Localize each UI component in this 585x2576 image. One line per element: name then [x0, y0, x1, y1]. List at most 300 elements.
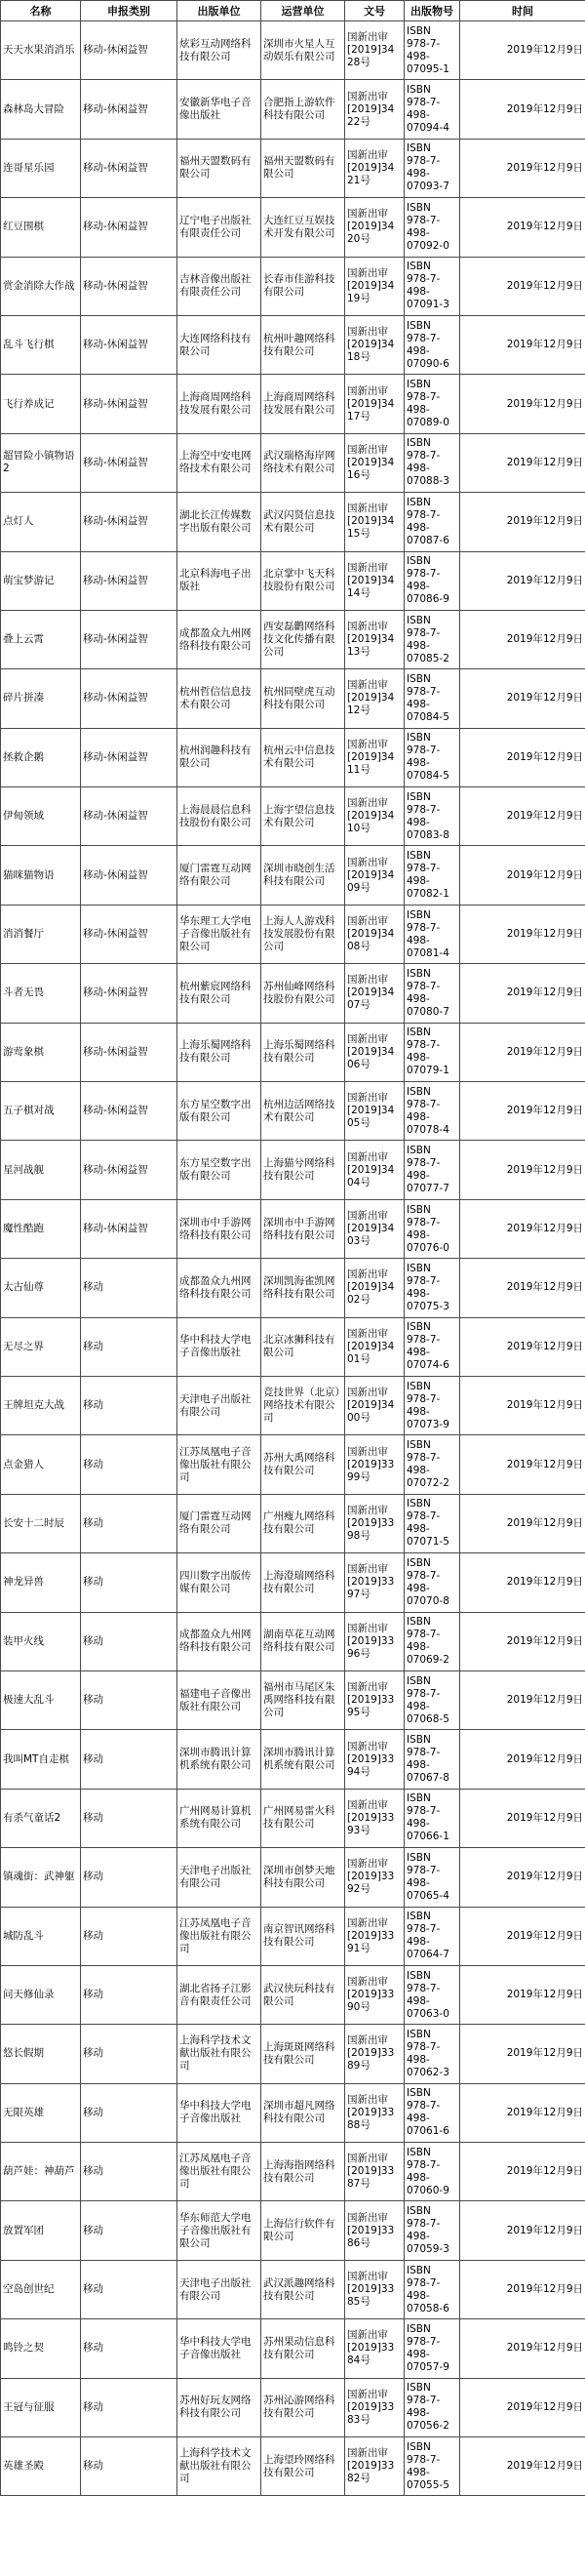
isbn-line: 07091-3 — [407, 299, 449, 311]
doc-number-line: 国新出审 — [347, 208, 388, 221]
isbn-line: 07057-9 — [407, 2360, 449, 2373]
operator-cell: 苏州仙峰网络科技股份有限公司 — [261, 964, 345, 1023]
isbn-line: ISBN — [407, 437, 431, 450]
date-cell: 2019年12月9日 — [460, 1082, 585, 1141]
doc-number-cell — [345, 433, 405, 492]
doc-number-line: 04号 — [347, 1176, 370, 1188]
isbn-line: 07058-6 — [407, 2302, 449, 2314]
doc-number-line: 国新出审 — [347, 443, 388, 456]
category-cell: 移动 — [81, 1376, 177, 1434]
isbn-line: 498- — [407, 168, 430, 181]
isbn-line: 07062-3 — [407, 2066, 449, 2078]
isbn-cell — [405, 1553, 460, 1612]
isbn-line: 978-7- — [407, 1629, 441, 1641]
doc-number-line: [2019]34 — [347, 397, 395, 410]
isbn-line: 978-7- — [407, 1157, 441, 1170]
operator-cell: 武汉侠玩科技有限公司 — [261, 1965, 345, 2024]
doc-number-line: 国新出审 — [347, 974, 388, 986]
isbn-line: 498- — [407, 2053, 430, 2066]
date-cell: 2019年12月9日 — [460, 2378, 585, 2436]
date-cell: 2019年12月9日 — [460, 198, 585, 257]
doc-number-line: 国新出审 — [347, 1976, 388, 1989]
isbn-line: 07069-2 — [407, 1654, 449, 1667]
isbn-line: 978-7- — [407, 1098, 441, 1110]
date-cell: 2019年12月9日 — [460, 2260, 585, 2318]
publisher-cell: 华中科技大学电子音像出版社 — [177, 1317, 261, 1376]
publisher-cell: 深圳市腾讯计算机系统有限公司 — [177, 1730, 261, 1789]
isbn-line: 498- — [407, 816, 430, 828]
doc-number-line: [2019]34 — [347, 1399, 395, 1412]
game-name-cell: 葫芦娃：神葫芦 — [1, 2143, 81, 2201]
category-cell: 移动-休闲益智 — [81, 1023, 177, 1081]
publisher-cell: 大连网络科技有限公司 — [177, 315, 261, 374]
isbn-line: 498- — [407, 2407, 430, 2420]
doc-number-cell — [345, 1435, 405, 1494]
doc-number-line: 13号 — [347, 646, 370, 659]
isbn-line: ISBN — [407, 1851, 431, 1864]
category-cell: 移动-休闲益智 — [81, 787, 177, 846]
isbn-line: ISBN — [407, 2264, 431, 2276]
doc-number-line: 国新出审 — [347, 1327, 388, 1340]
category-cell: 移动-休闲益智 — [81, 1199, 177, 1258]
operator-cell: 北京掌中飞天科技股份有限公司 — [261, 551, 345, 610]
table-row — [1, 2260, 585, 2318]
isbn-line: 07064-7 — [407, 1949, 449, 1961]
isbn-line: 978-7- — [407, 332, 441, 344]
doc-number-line: [2019]34 — [347, 1340, 395, 1352]
date-cell: 2019年12月9日 — [460, 669, 585, 728]
table-row — [1, 139, 585, 197]
doc-number-line: 国新出审 — [347, 856, 388, 868]
operator-cell: 深圳凯海雀凯网络科技有限公司 — [261, 1259, 345, 1317]
isbn-line: 07072-2 — [407, 1477, 449, 1490]
category-cell: 移动-休闲益智 — [81, 198, 177, 257]
publisher-cell: 成都盈众九州网络科技有限公司 — [177, 1612, 261, 1670]
operator-cell: 上海猫兮网络科技有限公司 — [261, 1141, 345, 1199]
publisher-cell: 华东理工大学电子音像出版社有限公司 — [177, 905, 261, 963]
isbn-line: 978-7- — [407, 214, 441, 226]
doc-number-line: [2019]34 — [347, 221, 395, 233]
doc-number-cell — [345, 139, 405, 197]
operator-cell: 深圳市火星人互动娱乐有限公司 — [261, 21, 345, 80]
date-cell: 2019年12月9日 — [460, 787, 585, 846]
doc-number-line: 97号 — [347, 1589, 370, 1601]
game-name-cell: 点灯人 — [1, 493, 81, 551]
table-row — [1, 1848, 585, 1907]
isbn-line: ISBN — [407, 1969, 431, 1982]
category-cell: 移动-休闲益智 — [81, 669, 177, 728]
doc-number-cell — [345, 1494, 405, 1552]
category-cell: 移动 — [81, 1553, 177, 1612]
doc-number-line: [2019]33 — [347, 2224, 395, 2236]
doc-number-line: [2019]33 — [347, 1576, 395, 1589]
doc-number-line: 国新出审 — [347, 2211, 388, 2224]
operator-cell: 深圳市中手游网络科技有限公司 — [261, 1199, 345, 1258]
operator-cell: 苏州果动信息科技有限公司 — [261, 2319, 345, 2378]
isbn-line: 498- — [407, 521, 430, 534]
isbn-line: 07070-8 — [407, 1594, 449, 1607]
category-cell: 移动-休闲益智 — [81, 80, 177, 139]
category-cell: 移动-休闲益智 — [81, 375, 177, 433]
category-cell: 移动 — [81, 2025, 177, 2083]
table-row — [1, 2319, 585, 2378]
isbn-line: 07084-5 — [407, 710, 449, 723]
table-row — [1, 2201, 585, 2260]
date-cell: 2019年12月9日 — [460, 375, 585, 433]
doc-number-line: 85号 — [347, 2296, 370, 2309]
isbn-line: 07061-6 — [407, 2125, 449, 2138]
category-cell: 移动 — [81, 2437, 177, 2496]
operator-cell: 上海商周网络科技发展有限公司 — [261, 375, 345, 433]
doc-number-line: 国新出审 — [347, 90, 388, 102]
isbn-line: 07080-7 — [407, 1005, 449, 1018]
doc-number-line: [2019]34 — [347, 339, 395, 351]
doc-number-line: 国新出审 — [347, 915, 388, 928]
isbn-line: 978-7- — [407, 1274, 441, 1287]
isbn-cell — [405, 1494, 460, 1552]
isbn-line: ISBN — [407, 1498, 431, 1510]
isbn-line: 07063-0 — [407, 2007, 449, 2020]
date-cell: 2019年12月9日 — [460, 1612, 585, 1670]
game-name-cell: 消消餐厅 — [1, 905, 81, 963]
operator-cell: 福州市马尾区朱禹网络科技有限公司 — [261, 1670, 345, 1729]
isbn-line: 498- — [407, 2348, 430, 2360]
isbn-line: 978-7- — [407, 1392, 441, 1405]
isbn-line: 07071-5 — [407, 1536, 449, 1549]
date-cell: 2019年12月9日 — [460, 1199, 585, 1258]
doc-number-line: 96号 — [347, 1647, 370, 1660]
doc-number-line: [2019]34 — [347, 868, 395, 881]
isbn-line: ISBN — [407, 1380, 431, 1392]
doc-number-line: 国新出审 — [347, 2153, 388, 2165]
isbn-line: 498- — [407, 1582, 430, 1594]
isbn-line: 978-7- — [407, 921, 441, 934]
isbn-cell — [405, 1376, 460, 1434]
isbn-line: 498- — [407, 1287, 430, 1300]
table-row — [1, 846, 585, 905]
doc-number-line: [2019]33 — [347, 2342, 395, 2355]
doc-number-line: [2019]33 — [347, 1634, 395, 1647]
doc-number-line: 03号 — [347, 1235, 370, 1247]
isbn-line: 498- — [407, 1700, 430, 1712]
game-name-cell: 连哥星乐园 — [1, 139, 81, 197]
isbn-cell — [405, 1612, 460, 1670]
game-name-cell: 伊甸领域 — [1, 787, 81, 846]
doc-number-line: 国新出审 — [347, 1622, 388, 1634]
isbn-cell — [405, 1259, 460, 1317]
doc-number-line: [2019]34 — [347, 986, 395, 999]
publisher-cell: 湖北省扬子江影音有限责任公司 — [177, 1965, 261, 2024]
isbn-line: 498- — [407, 463, 430, 475]
isbn-line: 498- — [407, 344, 430, 357]
table-row — [1, 375, 585, 433]
publisher-cell: 华中科技大学电子音像出版社 — [177, 2083, 261, 2142]
doc-number-cell — [345, 1965, 405, 2024]
isbn-line: ISBN — [407, 614, 431, 626]
table-row — [1, 1553, 585, 1612]
isbn-line: 498- — [407, 639, 430, 652]
isbn-line: ISBN — [407, 319, 431, 332]
category-cell: 移动-休闲益智 — [81, 1082, 177, 1141]
publisher-cell: 辽宁电子出版社有限责任公司 — [177, 198, 261, 257]
game-name-cell: 斗者无畏 — [1, 964, 81, 1023]
isbn-line: 498- — [407, 934, 430, 946]
doc-number-line: 国新出审 — [347, 1681, 388, 1694]
isbn-line: 978-7- — [407, 2218, 441, 2231]
isbn-line: 498- — [407, 1936, 430, 1949]
isbn-line: 07087-6 — [407, 534, 449, 546]
header-doc-number: 文号 — [345, 1, 405, 21]
date-cell: 2019年12月9日 — [460, 1848, 585, 1907]
doc-number-line: [2019]34 — [347, 633, 395, 646]
date-cell: 2019年12月9日 — [460, 846, 585, 905]
game-name-cell: 无限英雄 — [1, 2083, 81, 2142]
doc-number-line: 06号 — [347, 1058, 370, 1070]
category-cell: 移动 — [81, 1907, 177, 1965]
publisher-cell: 成都盈众九州网络科技有限公司 — [177, 610, 261, 668]
game-name-cell: 赏金消除大作战 — [1, 257, 81, 315]
game-name-cell: 城防乱斗 — [1, 1907, 81, 1965]
isbn-line: 498- — [407, 992, 430, 1005]
isbn-line: 498- — [407, 1994, 430, 2007]
isbn-line: ISBN — [407, 908, 431, 921]
isbn-line: 978-7- — [407, 508, 441, 521]
operator-cell: 武汉闪贤信息技术有限公司 — [261, 493, 345, 551]
table-row — [1, 2378, 585, 2436]
doc-number-line: 国新出审 — [347, 2271, 388, 2283]
publisher-cell: 天津电子出版社有限公司 — [177, 2260, 261, 2318]
isbn-line: 978-7- — [407, 1510, 441, 1523]
doc-number-cell — [345, 1023, 405, 1081]
doc-number-line: [2019]34 — [347, 44, 395, 57]
doc-number-line: [2019]33 — [347, 2165, 395, 2178]
table-row — [1, 80, 585, 139]
operator-cell: 深圳市超凡网络科技有限公司 — [261, 2083, 345, 2142]
game-name-cell: 超冒险小镇物语2 — [1, 433, 81, 492]
isbn-line: 07078-4 — [407, 1123, 449, 1136]
isbn-line: 07066-1 — [407, 1831, 449, 1843]
game-name-cell: 王牌坦克大战 — [1, 1376, 81, 1434]
table-row — [1, 1082, 585, 1141]
doc-number-cell — [345, 257, 405, 315]
isbn-line: ISBN — [407, 496, 431, 508]
game-name-cell: 问天修仙录 — [1, 1965, 81, 2024]
doc-number-line: 11号 — [347, 763, 370, 776]
doc-number-cell — [345, 669, 405, 728]
doc-number-line: 国新出审 — [347, 384, 388, 397]
doc-number-line: 国新出审 — [347, 1563, 388, 1576]
category-cell: 移动 — [81, 1612, 177, 1670]
publisher-cell: 湖北长江传媒数字出版有限公司 — [177, 493, 261, 551]
doc-number-cell — [345, 1907, 405, 1965]
isbn-line: 498- — [407, 286, 430, 299]
game-name-cell: 王冠与征服 — [1, 2378, 81, 2436]
table-row — [1, 905, 585, 963]
doc-number-cell — [345, 1317, 405, 1376]
doc-number-cell — [345, 905, 405, 963]
table-row — [1, 2025, 585, 2083]
doc-number-line: 国新出审 — [347, 1032, 388, 1045]
category-cell: 移动 — [81, 1965, 177, 2024]
doc-number-cell — [345, 2378, 405, 2436]
doc-number-line: 17号 — [347, 410, 370, 423]
isbn-cell — [405, 198, 460, 257]
isbn-cell — [405, 1141, 460, 1199]
publisher-cell: 炫彩互动网络科技有限公司 — [177, 21, 261, 80]
operator-cell: 上海斑斑网络科技有限公司 — [261, 2025, 345, 2083]
isbn-line: ISBN — [407, 1674, 431, 1687]
doc-number-line: 94号 — [347, 1765, 370, 1778]
isbn-cell — [405, 257, 460, 315]
game-name-cell: 拯救企鹅 — [1, 728, 81, 786]
operator-cell: 广州网易雷火科技有限公司 — [261, 1789, 345, 1847]
date-cell: 2019年12月9日 — [460, 2083, 585, 2142]
doc-number-cell — [345, 1376, 405, 1434]
doc-number-cell — [345, 551, 405, 610]
doc-number-cell — [345, 315, 405, 374]
header-name: 名称 — [1, 1, 81, 21]
isbn-cell — [405, 1023, 460, 1081]
isbn-line: 978-7- — [407, 1039, 441, 1052]
doc-number-cell — [345, 1789, 405, 1847]
isbn-cell — [405, 551, 460, 610]
game-name-cell: 游莺象棋 — [1, 1023, 81, 1081]
isbn-line: ISBN — [407, 1085, 431, 1098]
isbn-line: ISBN — [407, 1556, 431, 1569]
date-cell: 2019年12月9日 — [460, 315, 585, 374]
isbn-line: 978-7- — [407, 980, 441, 992]
doc-number-line: 90号 — [347, 2001, 370, 2014]
publisher-cell: 福建电子音像出版社有限公司 — [177, 1670, 261, 1729]
publisher-cell: 东方星空数字出版有限公司 — [177, 1082, 261, 1141]
header-publisher: 出版单位 — [177, 1, 261, 21]
category-cell: 移动 — [81, 2143, 177, 2201]
isbn-line: 978-7- — [407, 803, 441, 816]
isbn-line: 07076-0 — [407, 1241, 449, 1254]
table-row — [1, 1199, 585, 1258]
isbn-line: 07092-0 — [407, 239, 449, 252]
isbn-line: 498- — [407, 1523, 430, 1536]
doc-number-line: 07号 — [347, 999, 370, 1012]
doc-number-line: 00号 — [347, 1412, 370, 1425]
category-cell: 移动-休闲益智 — [81, 139, 177, 197]
operator-cell: 上海宇望信息技术有限公司 — [261, 787, 345, 846]
doc-number-line: [2019]34 — [347, 692, 395, 704]
doc-number-line: 82号 — [347, 2473, 370, 2485]
isbn-line: 07095-1 — [407, 62, 449, 75]
category-cell: 移动 — [81, 2260, 177, 2318]
doc-number-line: 14号 — [347, 586, 370, 599]
publisher-cell: 杭州润趣科技有限公司 — [177, 728, 261, 786]
publisher-cell: 四川数字出版传媒有限公司 — [177, 1553, 261, 1612]
doc-number-line: [2019]33 — [347, 2400, 395, 2413]
doc-number-line: 87号 — [347, 2178, 370, 2191]
doc-number-line: 国新出审 — [347, 1210, 388, 1222]
game-name-cell: 放置军团 — [1, 2201, 81, 2260]
category-cell: 移动 — [81, 1848, 177, 1907]
table-row — [1, 1730, 585, 1789]
doc-number-line: 20号 — [347, 233, 370, 246]
doc-number-line: 86号 — [347, 2236, 370, 2249]
isbn-line: ISBN — [407, 2028, 431, 2040]
isbn-line: 978-7- — [407, 1923, 441, 1936]
doc-number-line: [2019]33 — [347, 2106, 395, 2118]
isbn-line: 07081-4 — [407, 946, 449, 959]
isbn-line: 07094-4 — [407, 122, 449, 135]
doc-number-line: 15号 — [347, 528, 370, 541]
table-row — [1, 1023, 585, 1081]
table-row — [1, 1435, 585, 1494]
isbn-line: 978-7- — [407, 1982, 441, 1994]
isbn-line: ISBN — [407, 2205, 431, 2218]
isbn-line: 07085-2 — [407, 652, 449, 664]
doc-number-line: [2019]34 — [347, 750, 395, 763]
date-cell: 2019年12月9日 — [460, 1553, 585, 1612]
isbn-cell — [405, 728, 460, 786]
date-cell: 2019年12月9日 — [460, 80, 585, 139]
category-cell: 移动 — [81, 1730, 177, 1789]
doc-number-cell — [345, 198, 405, 257]
isbn-line: 498- — [407, 875, 430, 888]
isbn-line: 978-7- — [407, 1864, 441, 1876]
doc-number-line: 28号 — [347, 57, 370, 69]
header-date: 时间 — [460, 1, 585, 21]
isbn-line: 498- — [407, 1876, 430, 1889]
category-cell: 移动 — [81, 1317, 177, 1376]
operator-cell: 苏州沁游网络科技有限公司 — [261, 2378, 345, 2436]
publisher-cell: 江苏凤凰电子音像出版社有限公司 — [177, 1435, 261, 1494]
isbn-line: 07075-3 — [407, 1300, 449, 1312]
doc-number-line: 国新出审 — [347, 1387, 388, 1399]
isbn-cell — [405, 610, 460, 668]
isbn-line: 07074-6 — [407, 1359, 449, 1372]
date-cell: 2019年12月9日 — [460, 1494, 585, 1552]
table-row — [1, 2437, 585, 2496]
game-name-cell: 极速大乱斗 — [1, 1670, 81, 1729]
isbn-cell — [405, 80, 460, 139]
table-row — [1, 21, 585, 80]
doc-number-line: 国新出审 — [347, 1916, 388, 1929]
game-name-cell: 无尽之界 — [1, 1317, 81, 1376]
doc-number-cell — [345, 1848, 405, 1907]
doc-number-line: [2019]33 — [347, 1516, 395, 1529]
isbn-line: 498- — [407, 226, 430, 239]
isbn-line: 978-7- — [407, 273, 441, 286]
isbn-cell — [405, 2143, 460, 2201]
table-row — [1, 257, 585, 315]
table-row — [1, 1612, 585, 1670]
isbn-line: 978-7- — [407, 1569, 441, 1582]
publisher-cell: 华中科技大学电子音像出版社 — [177, 2319, 261, 2378]
date-cell: 2019年12月9日 — [460, 1376, 585, 1434]
operator-cell: 北京冰狮科技有限公司 — [261, 1317, 345, 1376]
isbn-line: 07077-7 — [407, 1183, 449, 1195]
isbn-line: 498- — [407, 698, 430, 710]
publisher-cell: 天津电子出版社有限公司 — [177, 1848, 261, 1907]
table-row — [1, 551, 585, 610]
doc-number-line: 08号 — [347, 941, 370, 953]
publisher-cell: 广州网易计算机系统有限公司 — [177, 1789, 261, 1847]
isbn-cell — [405, 1789, 460, 1847]
category-cell: 移动-休闲益智 — [81, 728, 177, 786]
isbn-cell — [405, 2201, 460, 2260]
table-row — [1, 1789, 585, 1847]
isbn-line: ISBN — [407, 2087, 431, 2100]
isbn-cell — [405, 1907, 460, 1965]
operator-cell: 杭州云中信息技术有限公司 — [261, 728, 345, 786]
isbn-line: ISBN — [407, 2322, 431, 2335]
doc-number-cell — [345, 80, 405, 139]
